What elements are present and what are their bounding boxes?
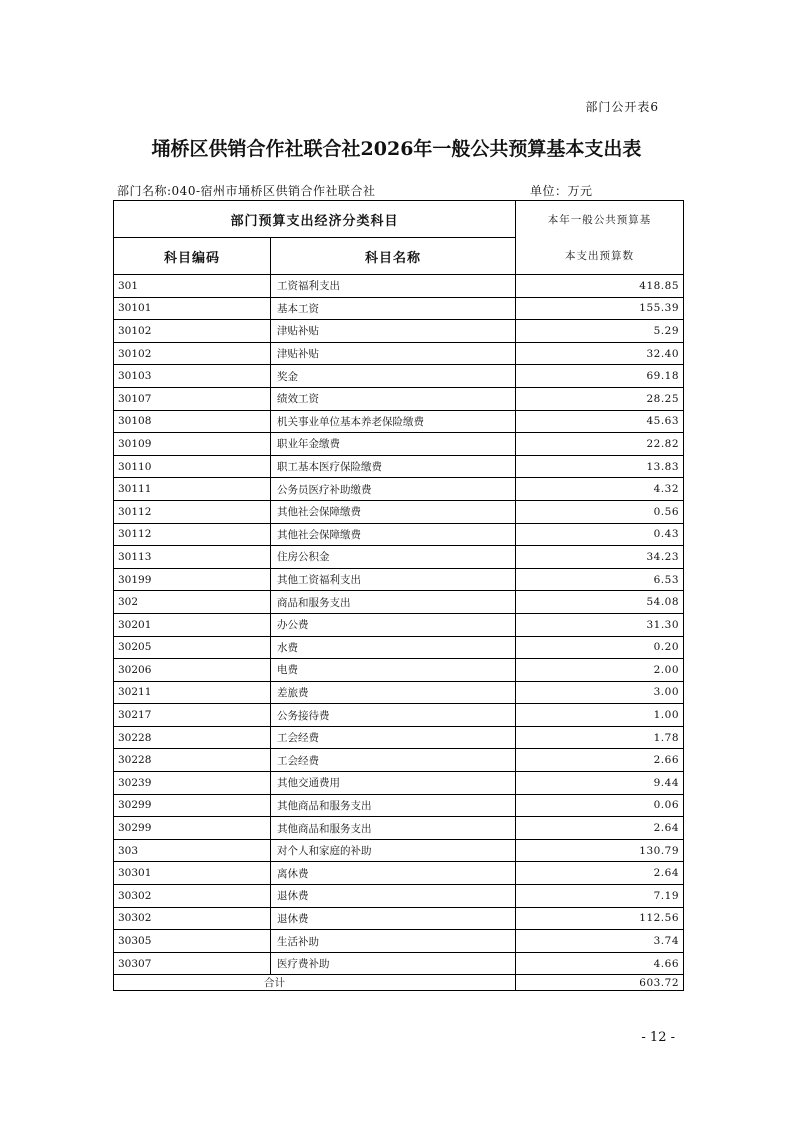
table-row — [114, 726, 684, 749]
row-amount: 31.30 — [516, 613, 684, 636]
header-amount — [516, 201, 684, 275]
row-amount: 13.83 — [516, 455, 684, 478]
row-code: 303 — [114, 839, 271, 862]
row-code: 30307 — [114, 952, 271, 975]
row-amount: 2.66 — [516, 749, 684, 772]
row-amount: 130.79 — [516, 839, 684, 862]
row-amount: 54.08 — [516, 591, 684, 614]
row-name: 其他交通费用 — [271, 772, 516, 795]
table-row — [114, 862, 684, 885]
table-row — [114, 817, 684, 840]
table-row — [114, 772, 684, 795]
table-row — [114, 320, 684, 343]
row-amount: 45.63 — [516, 410, 684, 433]
table-row — [114, 907, 684, 930]
header-amount-line2: 本支出预算数 — [565, 249, 635, 262]
row-amount: 0.43 — [516, 523, 684, 546]
header-group: 部门预算支出经济分类科目 — [114, 201, 516, 238]
table-row — [114, 342, 684, 365]
row-code: 30101 — [114, 297, 271, 320]
row-name: 住房公积金 — [271, 546, 516, 569]
table-row — [114, 500, 684, 523]
row-code: 30205 — [114, 636, 271, 659]
row-name: 医疗费补助 — [271, 952, 516, 975]
page-number: - 12 - — [641, 1030, 675, 1045]
table-row — [114, 591, 684, 614]
total-label: 合计 — [114, 975, 516, 991]
row-amount: 1.78 — [516, 726, 684, 749]
table-row — [114, 704, 684, 727]
row-name: 职业年金缴费 — [271, 433, 516, 456]
row-code: 30199 — [114, 568, 271, 591]
row-amount: 155.39 — [516, 297, 684, 320]
row-code: 30112 — [114, 500, 271, 523]
budget-table — [113, 200, 684, 991]
row-code: 30299 — [114, 794, 271, 817]
row-amount: 5.29 — [516, 320, 684, 343]
row-code: 30113 — [114, 546, 271, 569]
row-amount: 2.64 — [516, 817, 684, 840]
row-amount: 2.00 — [516, 659, 684, 682]
row-code: 30201 — [114, 613, 271, 636]
table-row — [114, 365, 684, 388]
row-code: 30217 — [114, 704, 271, 727]
table-row — [114, 952, 684, 975]
row-code: 30211 — [114, 681, 271, 704]
row-code: 30302 — [114, 885, 271, 908]
row-name: 机关事业单位基本养老保险缴费 — [271, 410, 516, 433]
row-amount: 418.85 — [516, 275, 684, 298]
row-name: 公务员医疗补助缴费 — [271, 478, 516, 501]
row-name: 差旅费 — [271, 681, 516, 704]
row-code: 30108 — [114, 410, 271, 433]
row-name: 其他商品和服务支出 — [271, 794, 516, 817]
row-name: 商品和服务支出 — [271, 591, 516, 614]
row-name: 退休费 — [271, 907, 516, 930]
row-code: 30206 — [114, 659, 271, 682]
row-name: 津贴补贴 — [271, 320, 516, 343]
row-amount: 34.23 — [516, 546, 684, 569]
row-code: 301 — [114, 275, 271, 298]
total-amount: 603.72 — [516, 975, 684, 991]
row-code: 30103 — [114, 365, 271, 388]
header-name: 科目名称 — [271, 238, 516, 275]
row-name: 离休费 — [271, 862, 516, 885]
header-code: 科目编码 — [114, 238, 271, 275]
row-code: 30299 — [114, 817, 271, 840]
row-amount: 3.00 — [516, 681, 684, 704]
row-name: 工资福利支出 — [271, 275, 516, 298]
row-code: 30110 — [114, 455, 271, 478]
table-row — [114, 568, 684, 591]
row-amount: 6.53 — [516, 568, 684, 591]
row-code: 30102 — [114, 342, 271, 365]
row-name: 其他商品和服务支出 — [271, 817, 516, 840]
table-row — [114, 433, 684, 456]
row-amount: 28.25 — [516, 387, 684, 410]
table-row — [114, 387, 684, 410]
row-amount: 0.56 — [516, 500, 684, 523]
row-code: 302 — [114, 591, 271, 614]
unit-label: 单位：万元 — [530, 184, 593, 198]
table-row — [114, 681, 684, 704]
row-amount: 7.19 — [516, 885, 684, 908]
row-amount: 112.56 — [516, 907, 684, 930]
row-code: 30301 — [114, 862, 271, 885]
table-row — [114, 523, 684, 546]
row-name: 职工基本医疗保险缴费 — [271, 455, 516, 478]
table-row — [114, 930, 684, 953]
row-name: 生活补助 — [271, 930, 516, 953]
row-name: 工会经费 — [271, 726, 516, 749]
row-code: 30107 — [114, 387, 271, 410]
row-code: 30228 — [114, 726, 271, 749]
row-code: 30102 — [114, 320, 271, 343]
row-amount: 69.18 — [516, 365, 684, 388]
total-row — [114, 975, 684, 991]
row-name: 其他社会保障缴费 — [271, 523, 516, 546]
table-row — [114, 478, 684, 501]
row-code: 30109 — [114, 433, 271, 456]
row-amount: 0.06 — [516, 794, 684, 817]
department-name: 部门名称:040-宿州市埇桥区供销合作社联合社 — [117, 184, 376, 198]
row-name: 其他社会保障缴费 — [271, 500, 516, 523]
row-amount: 1.00 — [516, 704, 684, 727]
table-row — [114, 546, 684, 569]
row-code: 30302 — [114, 907, 271, 930]
row-amount: 32.40 — [516, 342, 684, 365]
table-row — [114, 613, 684, 636]
header-amount-line1: 本年一般公共预算基 — [547, 213, 652, 226]
page-title: 埇桥区供销合作社联合社2026年一般公共预算基本支出表 — [151, 138, 642, 160]
table-row — [114, 297, 684, 320]
row-name: 其他工资福利支出 — [271, 568, 516, 591]
row-amount: 0.20 — [516, 636, 684, 659]
row-name: 绩效工资 — [271, 387, 516, 410]
row-code: 30305 — [114, 930, 271, 953]
row-name: 奖金 — [271, 365, 516, 388]
form-number: 部门公开表6 — [585, 100, 659, 114]
table-row — [114, 410, 684, 433]
row-amount: 4.66 — [516, 952, 684, 975]
row-code: 30112 — [114, 523, 271, 546]
table-row — [114, 659, 684, 682]
row-name: 水费 — [271, 636, 516, 659]
row-name: 办公费 — [271, 613, 516, 636]
row-amount: 3.74 — [516, 930, 684, 953]
row-name: 工会经费 — [271, 749, 516, 772]
row-code: 30239 — [114, 772, 271, 795]
table-row — [114, 839, 684, 862]
row-name: 基本工资 — [271, 297, 516, 320]
row-name: 电费 — [271, 659, 516, 682]
row-name: 对个人和家庭的补助 — [271, 839, 516, 862]
table-row — [114, 275, 684, 298]
table-row — [114, 636, 684, 659]
row-amount: 22.82 — [516, 433, 684, 456]
table-row — [114, 455, 684, 478]
row-code: 30228 — [114, 749, 271, 772]
row-name: 津贴补贴 — [271, 342, 516, 365]
row-name: 退休费 — [271, 885, 516, 908]
table-row — [114, 794, 684, 817]
row-name: 公务接待费 — [271, 704, 516, 727]
row-code: 30111 — [114, 478, 271, 501]
table-row — [114, 885, 684, 908]
row-amount: 4.32 — [516, 478, 684, 501]
row-amount: 2.64 — [516, 862, 684, 885]
row-amount: 9.44 — [516, 772, 684, 795]
table-row — [114, 749, 684, 772]
